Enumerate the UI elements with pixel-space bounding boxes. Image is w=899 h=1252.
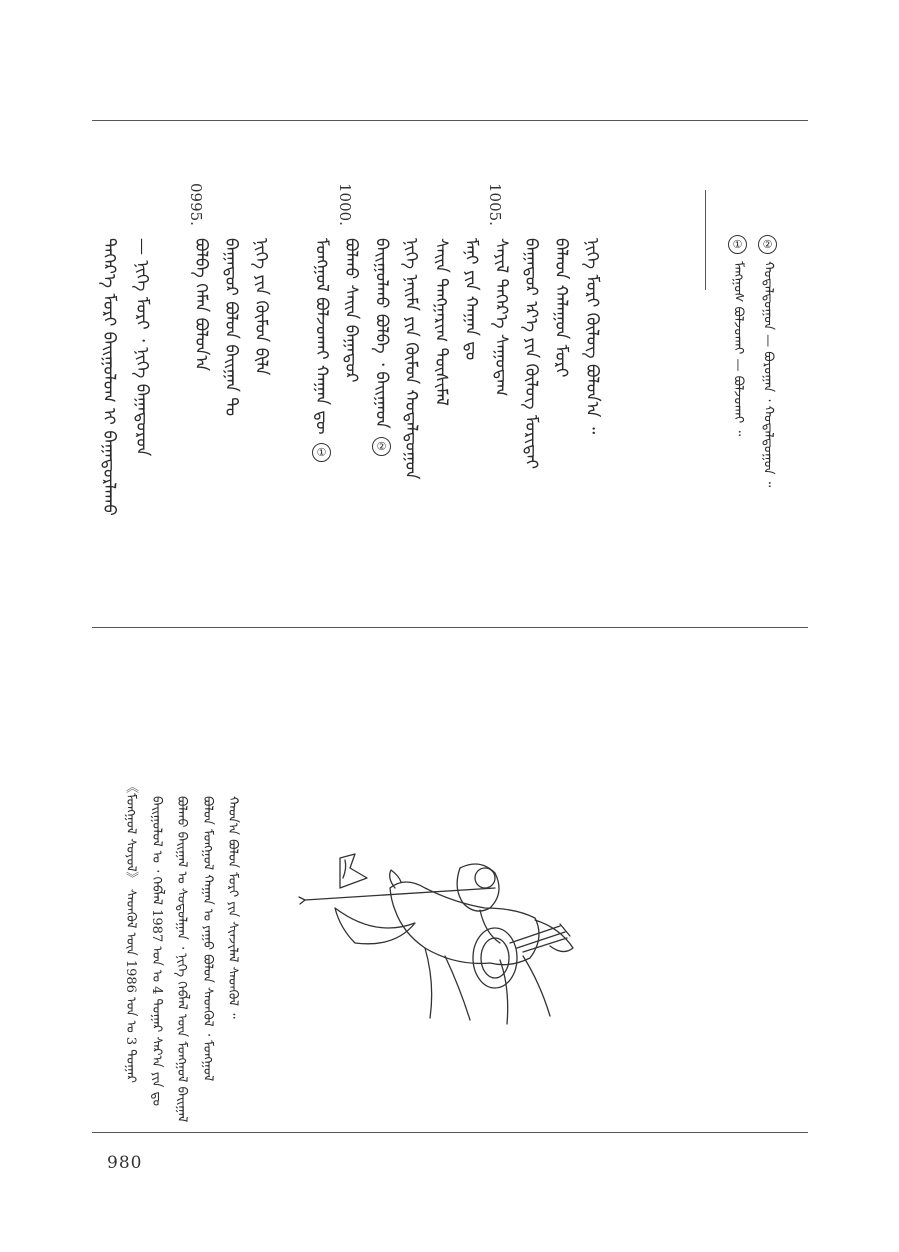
verse-line: ᠨᠢᠭᠡ ᠶᠢᠨ ᠬᠦᠮᠦᠨ ᠪᠢᠯᠡ bbox=[251, 238, 271, 376]
bottom-rule bbox=[92, 1132, 808, 1133]
verse-line: ᠪᠠᠭᠠᠳᠤᠷ ᠪᠣᠯᠤᠨ ᠪᠠᠢᠭᠠᠨ ᠲᠤ bbox=[221, 238, 241, 417]
footnote-2 bbox=[758, 232, 777, 487]
verse-line: ᠨᠢᠭᠡ ᠨᠠᠢᠮᠠ ᠶᠢᠨ ᠬᠦᠮᠦᠨ ᠬᠣᠳᠠᠯᠳᠤᠭᠤᠨ bbox=[401, 238, 421, 480]
footnote-1-marker: ① bbox=[728, 235, 747, 254]
verse-line-text: ᠮᠣᠩᠭᠣᠯ ᠪᠣᠯᠵᠤᠬᠠᠢ ᠬᠠᠭᠠᠨ ᠳᠦ bbox=[311, 238, 332, 435]
verse-line bbox=[312, 238, 331, 465]
verse-line: ᠨᠢᠭᠡ ᠮᠣᠷᠢ ᠬᠦᠯᠦᠭ ᠪᠣᠯᠤᠨ᠎ᠠ ᠃ bbox=[582, 238, 602, 435]
lance bbox=[305, 888, 495, 900]
footnote-separator bbox=[705, 190, 706, 290]
top-rule bbox=[92, 120, 808, 121]
line-number-1000: 1000. bbox=[336, 183, 354, 226]
caption-line: 《ᠮᠣᠩᠭᠣᠯ ᠰᠣᠶᠣᠯ》 ᠰᠡᠳᠭᠦᠯ ᠦᠨ 1986 ᠣᠨ ᠤ 3 ᠳᠤᠭᠠᠷ bbox=[123, 780, 138, 1084]
footnote-1 bbox=[728, 232, 747, 436]
footnote-ref-2: ② bbox=[372, 437, 391, 456]
line-number-1005: 1005. bbox=[486, 183, 504, 226]
caption-line: ᠪᠣᠯᠤᠨ ᠮᠣᠩᠭᠣᠯ ᠬᠠᠭᠠᠨ ᠤ ᠶᠠᠭᠤ ᠪᠣᠯᠤᠨ ᠰᠡᠳᠭᠦᠯ ᠂ ᠮᠣᠩᠭᠣᠯ bbox=[200, 796, 215, 1082]
page-number: 980 bbox=[107, 1153, 143, 1173]
middle-rule bbox=[92, 627, 808, 628]
verse-line bbox=[372, 238, 391, 459]
verse-line: — ᠨᠢᠭᠡ ᠮᠣᠷᠢ ᠂ ᠨᠢᠭᠡ ᠪᠠᠭᠠᠲᠤᠷᠤᠨ bbox=[132, 238, 152, 457]
banner-flag bbox=[340, 854, 367, 888]
footnote-ref-1: ① bbox=[312, 443, 331, 462]
verse-line: ᠪᠣᠯᠪᠠ ᠬᠡᠮᠡᠨ ᠪᠣᠯᠤᠨ᠎ᠠ bbox=[191, 238, 211, 372]
verse-line-text: ᠪᠠᠢᠭᠤᠯᠬᠤ ᠪᠣᠯᠪᠠ ᠂ ᠪᠠᠢᠭᠠᠳ bbox=[371, 238, 392, 429]
verse-line: ᠮᠠᠨᠢ ᠶᠢᠨ ᠬᠠᠭᠠᠨ ᠳᠣ bbox=[461, 238, 481, 361]
footnote-2-text: ᠬᠣᠳᠠᠯᠳᠤᠭᠤᠨ — ᠪᠣᠷᠣᠭᠠᠨ ᠂ ᠬᠣᠳᠠᠯᠳᠤᠭᠤᠨ ᠃ bbox=[760, 261, 776, 488]
caption-line: ᠬᠠᠳ᠎ᠠ ᠪᠣᠯᠤᠨ ᠮᠣᠷᠢ ᠶᠢᠨ ᠰᠢᠨᠵᠢᠯᠡᠯ ᠰᠡᠳᠭᠦᠯ ᠃ bbox=[225, 796, 240, 1019]
verse-line: ᠳᠡᠭᠡᠷ᠎ᠡ ᠮᠣᠷᠢ ᠪᠠᠢᠭᠤᠯᠤᠭ ᠢ ᠪᠠᠭᠠᠳᠤᠷᠯᠠᠬᠤ bbox=[99, 238, 119, 516]
horseman-illustration bbox=[295, 848, 590, 1048]
verse-line: ᠪᠣᠯᠬᠤ ᠰᠠᠢᠨ ᠪᠠᠭᠠᠲᠤᠷ bbox=[341, 238, 361, 383]
footnote-1-text: ᠮᠠᠩᠭᠤᠰ ᠪᠣᠯᠵᠤᠬᠠᠢ — ᠪᠣᠯᠵᠤᠬᠠᠢ ᠃ bbox=[730, 261, 746, 437]
caption-line: ᠪᠣᠯᠬᠤ ᠪᠠᠢᠭᠠᠯ ᠤ ᠰᠤᠳᠤᠯᠭᠠᠨ ᠂ ᠨᠢᠭᠡ ᠬᠡᠪᠯᠡᠯ ᠦᠨ ᠮᠣᠩᠭᠣᠯ ᠪᠠᠢᠭᠠᠯ bbox=[174, 796, 189, 1123]
caption-line: ᠪᠠᠢᠭᠤᠯᠤᠯ ᠤ ᠂ ᠬᠡᠪᠯᠡᠯ 1987 ᠣᠨ ᠤ 4 ᠳᠤᠭᠠᠷ ᠰᠠᠷ᠎ᠠ ᠶᠢᠨ ᠳᠤ bbox=[149, 796, 164, 1107]
footnote-2-marker: ② bbox=[758, 235, 777, 254]
verse-line: ᠪᠠᠯᠠᠳ ᠬᠠᠯᠠᠭᠤᠨ ᠮᠣᠷᠢ bbox=[551, 238, 571, 378]
verse-line: ᠰᠡᠶᠢᠯ ᠳᠡᠭᠡᠷ᠎ᠡ ᠰᠠᠭᠤᠳᠠᠭ bbox=[491, 238, 511, 397]
verse-line: ᠪᠠᠭᠠᠳᠤᠷ ᠡᠷ᠎ᠡ ᠶᠢᠨ ᠬᠦᠯᠦᠭ ᠮᠣᠷᠢᠳᠠᠢ bbox=[521, 238, 541, 470]
verse-line: ᠰᠠᠢᠨ ᠲᠠᠩᠭᠠᠷᠢᠭ ᠲᠦᠰᠢᠮᠡᠯ bbox=[431, 238, 451, 406]
line-number-0995: 0995. bbox=[187, 183, 205, 226]
